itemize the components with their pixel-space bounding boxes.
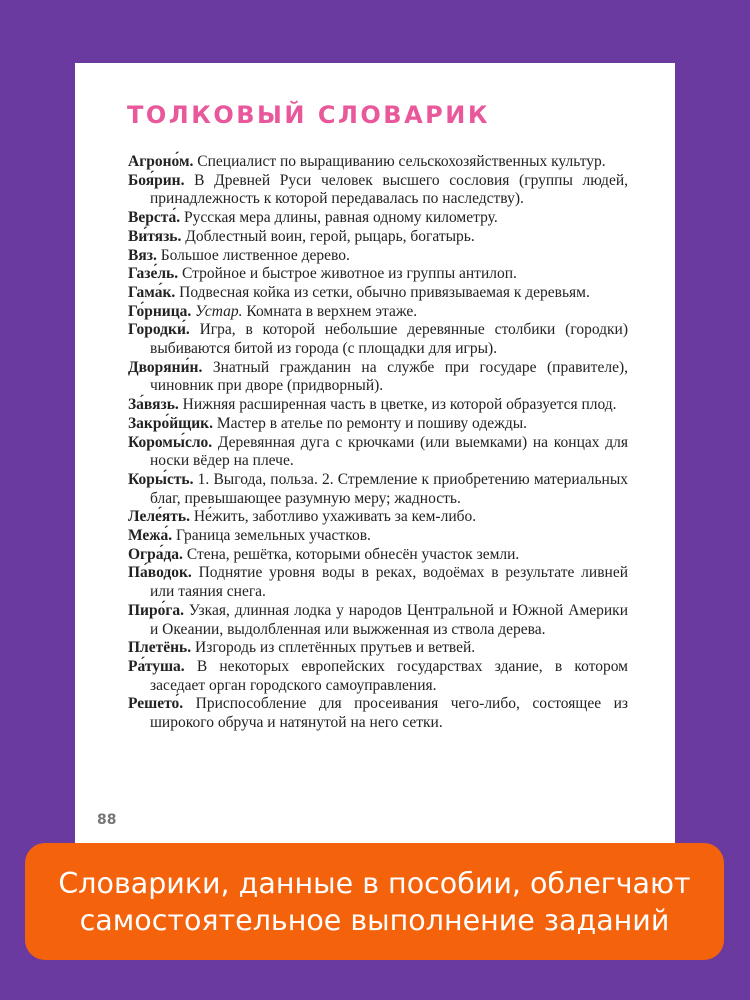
entry-definition: Стройное и быстрое животное из группы антилоп. [178, 265, 517, 283]
entry-definition: 1. Выгода, польза. 2. Стремление к приобретению материальных благ, превышающее разумную меру; жадность. [150, 470, 628, 507]
entry-definition: Нижняя расширенная часть в цветке, из которой образуется плод. [178, 396, 617, 414]
entry-definition: Знатный гражданин на службе при государе (правителе), чиновник при дворе (придворный). [150, 358, 628, 395]
dictionary-entry [128, 434, 628, 471]
dictionary-entry [128, 639, 628, 658]
entry-definition: Граница земельных участков. [172, 527, 371, 545]
dictionary-entry [128, 303, 628, 322]
dictionary-entry [128, 209, 628, 228]
dictionary-entry [128, 564, 628, 601]
entry-word: Межа́. [128, 527, 173, 545]
dictionary-entry [128, 359, 628, 396]
entry-word: Боя́рин. [128, 171, 185, 189]
entry-word: Го́рница. [128, 302, 192, 320]
entry-definition: Доблестный воин, герой, рыцарь, богатырь. [181, 227, 475, 245]
entry-definition: Не́жить, заботливо ухаживать за кем-либо. [189, 508, 477, 526]
entry-definition: Поднятие уровня воды в реках, водоёмах в результате ливней или таяния снега. [150, 564, 628, 601]
book-page [75, 63, 675, 843]
entry-definition: Специалист по выращиванию сельскохозяйственных культур. [193, 153, 606, 170]
dictionary-entry [128, 228, 628, 247]
entry-definition: Приспособление для просеивания чего-либо, состоящее из широкого обруча и натянутой на него сетки. [150, 695, 628, 732]
dictionary-entry [128, 415, 628, 434]
entry-word: Решето́. [128, 695, 184, 713]
entry-definition: Игра, в которой небольшие деревянные столбики (городки) выбиваются битой из города (с площадки для игры). [150, 321, 628, 358]
dictionary-entry [128, 546, 628, 565]
entry-definition: Большое лиственное дерево. [156, 246, 350, 264]
entry-word: Леле́ять. [128, 508, 190, 526]
entry-word: Ви́тязь. [128, 227, 182, 245]
dictionary-entries [128, 153, 628, 733]
entry-word: Пиро́га. [128, 601, 185, 619]
entry-definition: Подвесная койка из сетки, обычно привязываемая к деревьям. [175, 283, 590, 301]
entry-word: Ра́туша. [128, 657, 185, 675]
dictionary-entry [128, 284, 628, 303]
dictionary-entry [128, 172, 628, 209]
entry-usage-note: Устар. [191, 302, 243, 320]
entry-definition: Стена, решётка, которыми обнесён участок земли. [182, 545, 520, 563]
entry-word: Городки́. [128, 321, 190, 339]
entry-definition: Мастер в ателье по ремонту и пошиву одежды. [213, 414, 527, 432]
entry-word: Огра́да. [128, 545, 183, 563]
entry-word: Гама́к. [128, 283, 176, 301]
page-number: 88 [97, 812, 117, 828]
entry-word: Коры́сть. [128, 470, 194, 488]
entry-definition: Русская мера длины, равная одному километру. [180, 209, 498, 227]
entry-definition: В Древней Руси человек высшего сословия (группы людей, принадлежность к которой передавалась по наследству). [150, 171, 628, 208]
entry-word: Газе́ль. [128, 265, 179, 283]
entry-word: Па́водок. [128, 564, 192, 582]
dictionary-entry [128, 658, 628, 695]
dictionary-entry [128, 527, 628, 546]
entry-word: Коромы́сло. [128, 433, 213, 451]
dictionary-entry [128, 695, 628, 732]
entry-word: Закро́йщик. [128, 414, 213, 432]
entry-definition: Деревянная дуга с крючками (или выемками) на концах для носки вёдер на плече. [150, 433, 628, 470]
dictionary-entry [128, 508, 628, 527]
dictionary-entry [128, 265, 628, 284]
entry-word: Вяз. [128, 246, 157, 264]
entry-definition: В некоторых европейских государствах здание, в котором заседает орган городского самоуправления. [150, 657, 628, 694]
entry-word: Верста́. [128, 209, 181, 227]
entry-definition: Изгородь из сплетённых прутьев и ветвей. [191, 639, 476, 657]
entry-definition: Комната в верхнем этаже. [242, 302, 418, 320]
dictionary-entry [128, 247, 628, 266]
dictionary-entry [128, 471, 628, 508]
entry-word: Агроно́м. [128, 153, 194, 170]
page-title: ТОЛКОВЫЙ СЛОВАРИК [127, 101, 490, 129]
entry-word: Плетёнь. [128, 639, 192, 657]
dictionary-entry [128, 396, 628, 415]
dictionary-entry [128, 321, 628, 358]
entry-word: Дворяни́н. [128, 358, 203, 376]
dictionary-entry [128, 602, 628, 639]
entry-word: За́вязь. [128, 396, 179, 414]
entry-definition: Узкая, длинная лодка у народов Центральной и Южной Америки и Океании, выдолбленная или выжженная из ствола дерева. [150, 601, 628, 638]
banner-text: Словарики, данные в пособии, облегчают самостоятельное выполнение заданий [58, 866, 691, 937]
dictionary-entry [128, 153, 628, 172]
promo-banner [25, 843, 724, 960]
